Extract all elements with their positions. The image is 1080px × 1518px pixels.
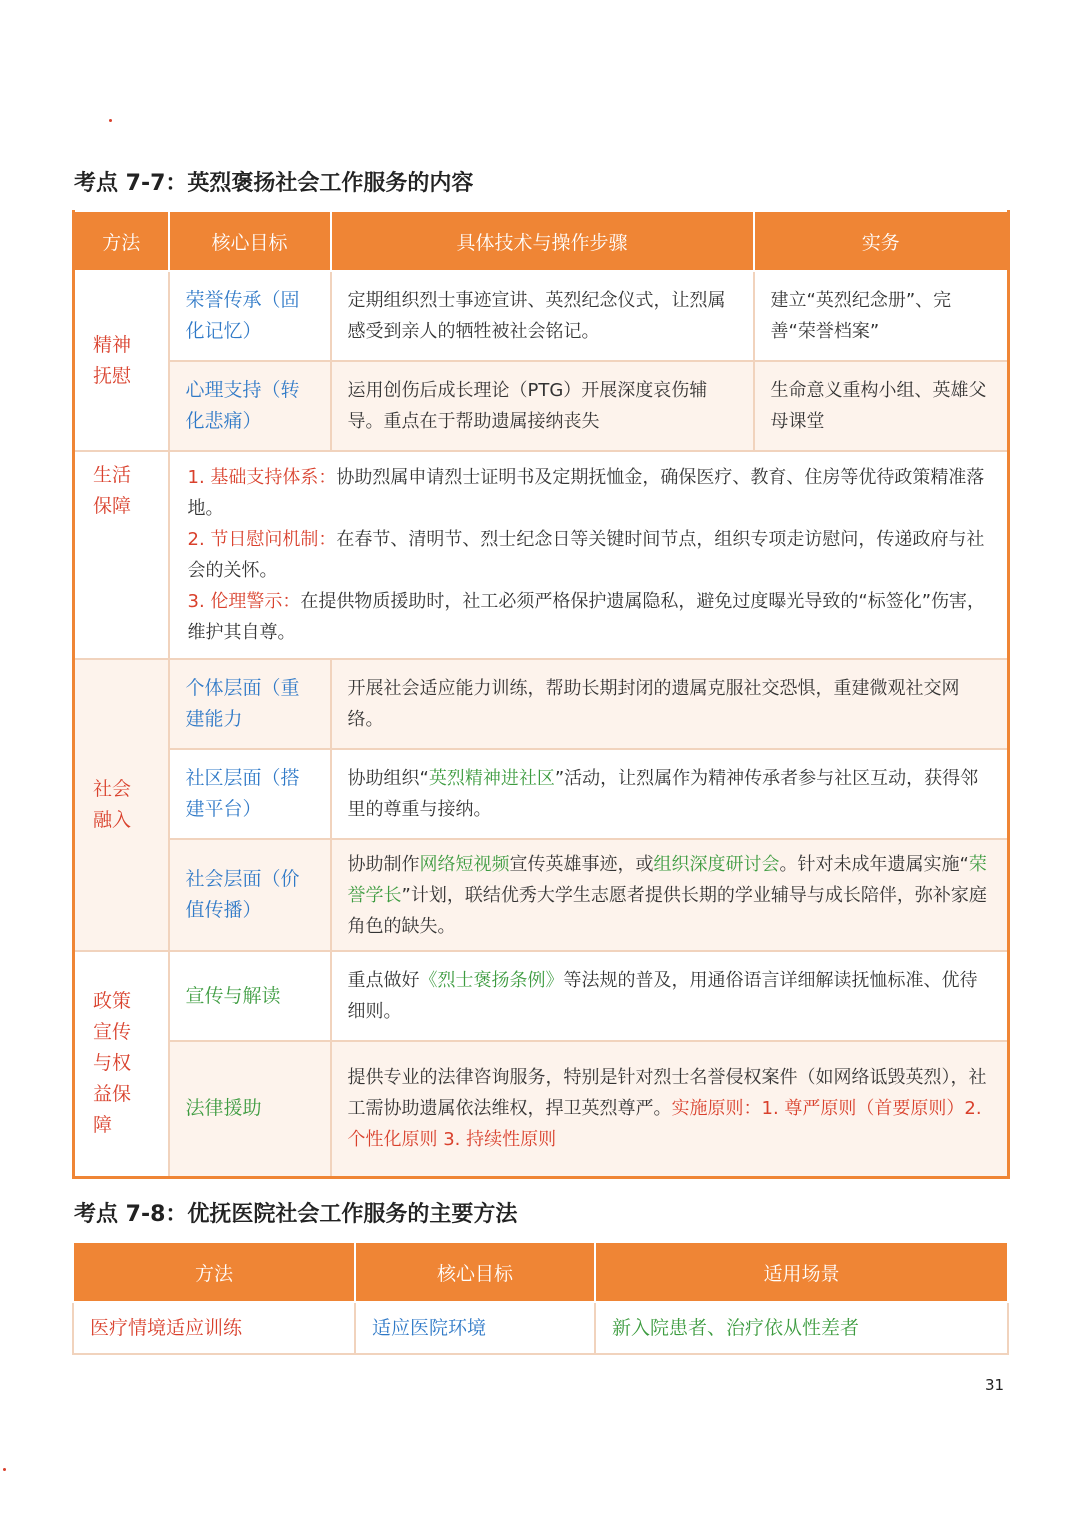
steps-cell: 运用创伤后成长理论（PTG）开展深度哀伤辅导。重点在于帮助遗属接纳丧失 bbox=[331, 361, 754, 451]
practice-cell: 建立“英烈纪念册”、完善“荣誉档案” bbox=[754, 271, 1009, 361]
decorative-dot bbox=[109, 119, 112, 122]
steps-cell: 协助制作网络短视频宣传英雄事迹，或组织深度研讨会。针对未成年遗属实施“荣誉学长”计划，联结优秀大学生志愿者提供长期的学业辅导与成长陪伴，弥补家庭角色的缺失。 bbox=[331, 839, 1009, 951]
table-row bbox=[74, 271, 1009, 361]
steps-cell: 开展社会适应能力训练，帮助长期封闭的遗属克服社交恐惧，重建微观社交网络。 bbox=[331, 659, 1009, 749]
shenghuo-content-cell bbox=[169, 451, 1009, 659]
method-cell: 社会融入 bbox=[74, 659, 169, 951]
header-goal: 核心目标 bbox=[355, 1242, 595, 1302]
section-title-7-8: 考点 7-8：优抚医院社会工作服务的主要方法 bbox=[74, 1202, 518, 1227]
goal-cell: 个体层面（重建能力 bbox=[169, 659, 331, 749]
list-item bbox=[188, 524, 990, 586]
header-practice: 实务 bbox=[754, 211, 1009, 271]
table-row bbox=[74, 951, 1009, 1041]
page-number: 31 bbox=[985, 1376, 1005, 1394]
item-label: 1. 基础支持体系： bbox=[187, 467, 337, 488]
table-row bbox=[74, 659, 1009, 749]
steps-cell: 协助组织“英烈精神进社区”活动，让烈属作为精神传承者参与社区互动，获得邻里的尊重与接纳。 bbox=[331, 749, 1009, 839]
goal-cell: 心理支持（转化悲痛） bbox=[169, 361, 331, 451]
steps-cell: 提供专业的法律咨询服务，特别是针对烈士名誉侵权案件（如网络诋毁英烈），社工需协助遗属依法维权，捍卫英烈尊严。实施原则：1. 尊严原则（首要原则）2. 个性化原则 3. 持续性原则 bbox=[331, 1041, 1009, 1177]
table-row bbox=[74, 839, 1009, 951]
practice-cell: 生命意义重构小组、英雄父母课堂 bbox=[754, 361, 1009, 451]
header-method: 方法 bbox=[73, 1242, 355, 1302]
highlight-text: 英烈精神进社区 bbox=[428, 768, 555, 789]
list-item bbox=[188, 462, 990, 524]
header-scene: 适用场景 bbox=[595, 1242, 1008, 1302]
goal-cell: 社区层面（搭建平台） bbox=[169, 749, 331, 839]
section-title-7-7: 考点 7-7：英烈褒扬社会工作服务的内容 bbox=[74, 171, 474, 196]
goal-cell: 法律援助 bbox=[169, 1041, 331, 1177]
table-row bbox=[74, 361, 1009, 451]
item-text: 协助烈属申请烈士证明书及定期抚恤金，确保医疗、教育、住房等优待政策精准落地。 bbox=[187, 467, 985, 519]
table-row bbox=[74, 749, 1009, 839]
method-cell: 医疗情境适应训练 bbox=[73, 1302, 355, 1354]
goal-cell: 宣传与解读 bbox=[169, 951, 331, 1041]
item-text: 在春节、清明节、烈士纪念日等关键时间节点，组织专项走访慰问，传递政府与社会的关怀。 bbox=[187, 529, 985, 581]
table-row bbox=[74, 451, 1009, 659]
list-item bbox=[188, 586, 990, 648]
highlight-text: 《烈士褒扬条例》 bbox=[419, 970, 564, 991]
header-goal: 核心目标 bbox=[169, 211, 331, 271]
table-header-row bbox=[74, 211, 1009, 271]
highlight-text: 荣誉学长 bbox=[347, 853, 987, 906]
table-row bbox=[73, 1302, 1008, 1354]
table-7-7 bbox=[72, 210, 1010, 1179]
steps-cell: 定期组织烈士事迹宣讲、英烈纪念仪式，让烈属感受到亲人的牺牲被社会铭记。 bbox=[331, 271, 754, 361]
principle-text: 实施原则：1. 尊严原则（首要原则）2. 个性化原则 3. 持续性原则 bbox=[347, 1098, 982, 1151]
table-row bbox=[74, 1041, 1009, 1177]
table-header-row bbox=[73, 1242, 1008, 1302]
item-text: 在提供物质援助时，社工必须严格保护遗属隐私，避免过度曝光导致的“标签化”伤害，维护其自尊。 bbox=[187, 591, 986, 643]
table-7-8 bbox=[72, 1241, 1009, 1355]
header-method: 方法 bbox=[74, 211, 169, 271]
highlight-text: 组织深度研讨会 bbox=[653, 853, 780, 875]
method-cell: 精神抚慰 bbox=[74, 271, 169, 451]
item-label: 2. 节日慰问机制： bbox=[187, 529, 337, 550]
steps-cell: 重点做好《烈士褒扬条例》等法规的普及，用通俗语言详细解读抚恤标准、优待细则。 bbox=[331, 951, 1009, 1041]
header-steps: 具体技术与操作步骤 bbox=[331, 211, 754, 271]
item-label: 3. 伦理警示： bbox=[187, 591, 301, 612]
method-cell: 政策宣传与权益保障 bbox=[74, 951, 169, 1177]
highlight-text: 网络短视频 bbox=[419, 853, 510, 875]
decorative-dot bbox=[3, 1468, 6, 1471]
goal-cell: 荣誉传承（固化记忆） bbox=[169, 271, 331, 361]
goal-cell: 社会层面（价值传播） bbox=[169, 839, 331, 951]
scene-cell: 新入院患者、治疗依从性差者 bbox=[595, 1302, 1008, 1354]
method-cell: 生活保障 bbox=[74, 451, 169, 659]
goal-cell: 适应医院环境 bbox=[355, 1302, 595, 1354]
